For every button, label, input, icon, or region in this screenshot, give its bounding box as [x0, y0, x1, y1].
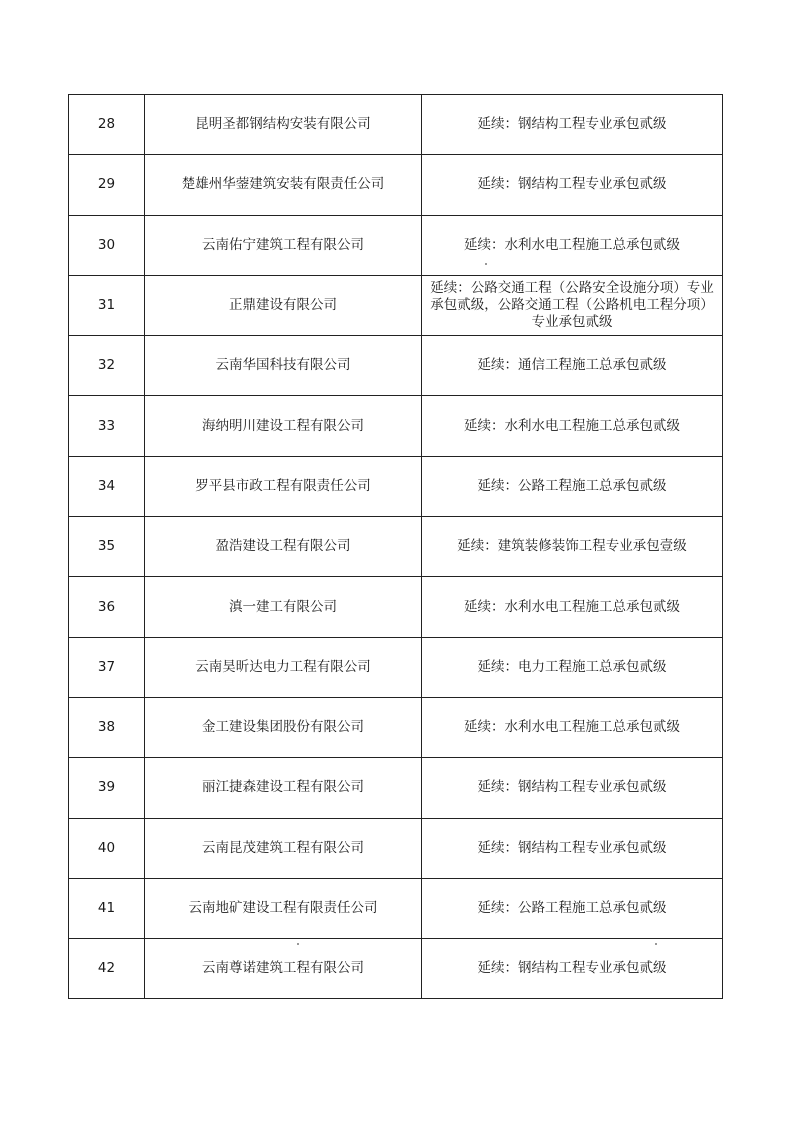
qualification-note-cell: 延续：电力工程施工总承包贰级	[422, 637, 723, 697]
scan-speck	[655, 943, 657, 945]
table-row	[69, 456, 723, 516]
company-name-cell: 盈浩建设工程有限公司	[145, 517, 422, 577]
company-name-cell: 云南地矿建设工程有限责任公司	[145, 878, 422, 938]
qualification-note-cell: 延续：钢结构工程专业承包贰级	[422, 155, 723, 215]
row-number-cell: 30	[69, 215, 145, 275]
row-number-cell: 40	[69, 818, 145, 878]
row-number-cell: 38	[69, 697, 145, 757]
qualification-note-cell: 延续：通信工程施工总承包贰级	[422, 336, 723, 396]
row-number-cell: 42	[69, 939, 145, 999]
row-number-cell: 41	[69, 878, 145, 938]
qualification-note-cell: 延续：建筑装修装饰工程专业承包壹级	[422, 517, 723, 577]
company-name-cell: 金工建设集团股份有限公司	[145, 697, 422, 757]
company-name-cell: 云南昊昕达电力工程有限公司	[145, 637, 422, 697]
company-name-cell: 云南昆茂建筑工程有限公司	[145, 818, 422, 878]
row-number-cell: 33	[69, 396, 145, 456]
table-row	[69, 215, 723, 275]
table-row	[69, 818, 723, 878]
row-number-cell: 35	[69, 517, 145, 577]
company-name-cell: 丽江捷森建设工程有限公司	[145, 758, 422, 818]
scan-speck	[485, 263, 487, 265]
qualification-note-cell: 延续：公路交通工程（公路安全设施分项）专业承包贰级，公路交通工程（公路机电工程分项）专业承包贰级	[422, 275, 723, 335]
table-row	[69, 155, 723, 215]
qualification-note-cell: 延续：水利水电工程施工总承包贰级	[422, 697, 723, 757]
company-name-cell: 正鼎建设有限公司	[145, 275, 422, 335]
table-row	[69, 577, 723, 637]
company-name-cell: 罗平县市政工程有限责任公司	[145, 456, 422, 516]
table-row	[69, 758, 723, 818]
table-row	[69, 637, 723, 697]
qualification-note-cell: 延续：钢结构工程专业承包贰级	[422, 818, 723, 878]
row-number-cell: 37	[69, 637, 145, 697]
row-number-cell: 31	[69, 275, 145, 335]
company-name-cell: 滇一建工有限公司	[145, 577, 422, 637]
table-row	[69, 275, 723, 335]
company-name-cell: 昆明圣都钢结构安装有限公司	[145, 95, 422, 155]
company-name-cell: 海纳明川建设工程有限公司	[145, 396, 422, 456]
table-row	[69, 95, 723, 155]
company-name-cell: 云南佑宁建筑工程有限公司	[145, 215, 422, 275]
qualification-table	[68, 94, 723, 999]
qualification-note-cell: 延续：钢结构工程专业承包贰级	[422, 939, 723, 999]
table-row	[69, 878, 723, 938]
qualification-note-cell: 延续：钢结构工程专业承包贰级	[422, 95, 723, 155]
company-name-cell: 云南华国科技有限公司	[145, 336, 422, 396]
row-number-cell: 29	[69, 155, 145, 215]
table-row	[69, 939, 723, 999]
table-row	[69, 697, 723, 757]
row-number-cell: 34	[69, 456, 145, 516]
qualification-note-cell: 延续：水利水电工程施工总承包贰级	[422, 577, 723, 637]
qualification-note-cell: 延续：水利水电工程施工总承包贰级	[422, 396, 723, 456]
table-row	[69, 336, 723, 396]
row-number-cell: 32	[69, 336, 145, 396]
row-number-cell: 36	[69, 577, 145, 637]
qualification-note-cell: 延续：水利水电工程施工总承包贰级	[422, 215, 723, 275]
qualification-note-cell: 延续：钢结构工程专业承包贰级	[422, 758, 723, 818]
company-name-cell: 楚雄州华蓥建筑安装有限责任公司	[145, 155, 422, 215]
scan-speck	[297, 943, 299, 945]
company-name-cell: 云南尊诺建筑工程有限公司	[145, 939, 422, 999]
table-row	[69, 396, 723, 456]
row-number-cell: 39	[69, 758, 145, 818]
table-row	[69, 517, 723, 577]
table-body	[69, 95, 723, 999]
qualification-note-cell: 延续：公路工程施工总承包贰级	[422, 456, 723, 516]
row-number-cell: 28	[69, 95, 145, 155]
qualification-note-cell: 延续：公路工程施工总承包贰级	[422, 878, 723, 938]
